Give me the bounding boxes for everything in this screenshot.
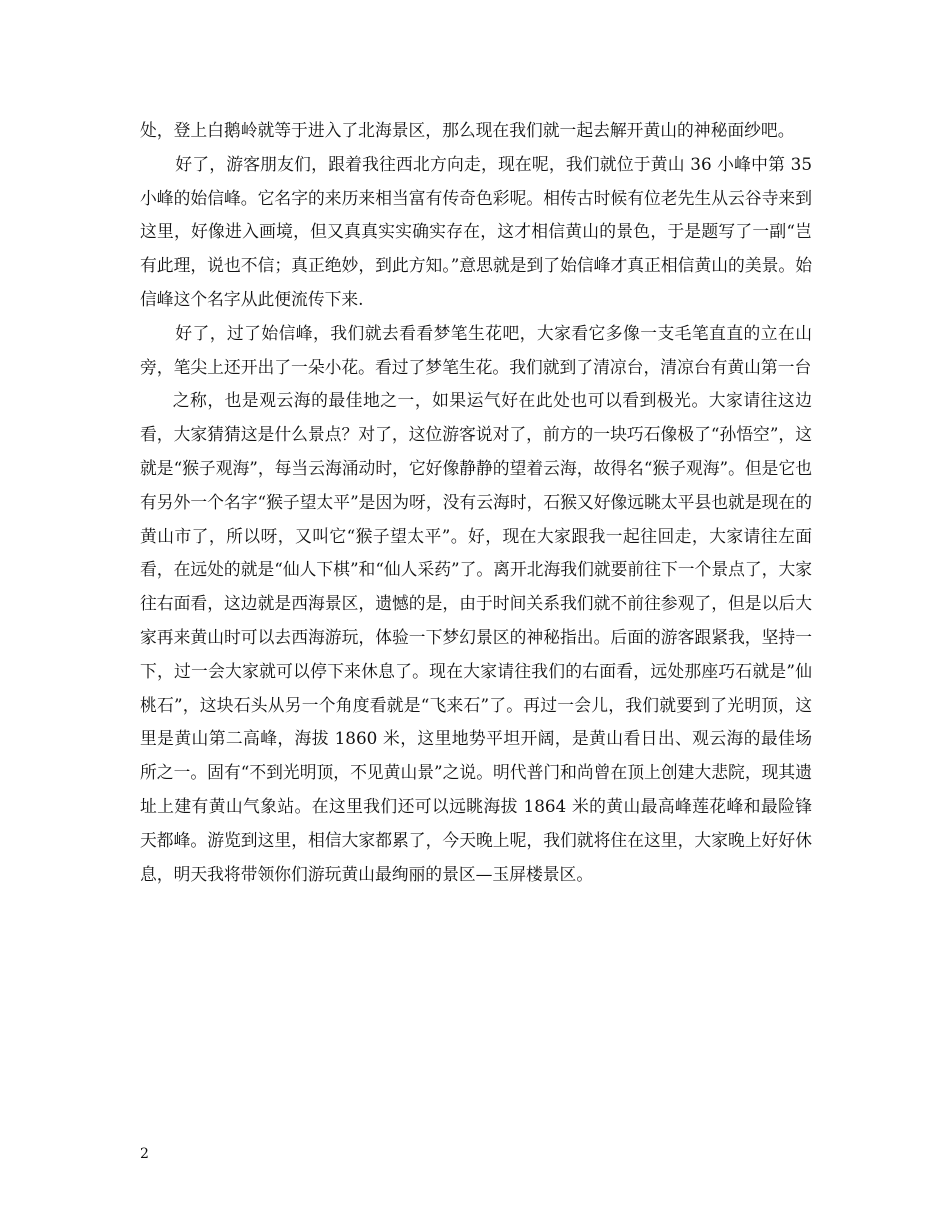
paragraph-guangming-summit: 之称，也是观云海的最佳地之一，如果运气好在此处也可以看到极光。大家请往这边看，大家猜猜这是什么景点？对了，这位游客说对了，前方的一块巧石像极了“孙悟空”，这就是“猴子观海”，每当云海涌动时，它好像静静的望着云海，故得名“猴子观海”。但是它也有另外一个名字“猴子望太平”是因为呀，没有云海时，石猴又好像远眺太平县也就是现在的黄山市了，所以呀，又叫它“猴子望太平”。好，现在大家跟我一起往回走，大家请往左面看，在远处的就是“仙人下棋”和“仙人采药”了。离开北海我们就要前往下一个景点了，大家往右面看，这边就是西海景区，遗憾的是，由于时间关系我们就不前往参观了，但是以后大家再来黄山时可以去西海游玩，体验一下梦幻景区的神秘指出。后面的游客跟紧我，坚持一下，过一会大家就可以停下来休息了。现在大家请往我们的右面看，远处那座巧石就是”仙桃石”，这块石头从另一个角度看就是“飞来石”了。再过一会儿，我们就要到了光明顶，这里是黄山第二高峰，海拔 1860 米，这里地势平坦开阔，是黄山看日出、观云海的最佳场所之一。固有“不到光明顶，不见黄山景”之说。明代普门和尚曾在顶上创建大悲院，现其遗址上建有黄山气象站。在这里我们还可以远眺海拔 1864 米的黄山最高峰莲花峰和最险锋天都峰。游览到这里，相信大家都累了，今天晚上呢，我们就将住在这里，大家晚上好好休息，明天我将带领你们游玩黄山最绚丽的景区—玉屏楼景区。 bbox=[140, 390, 813, 884]
paragraph-baie-ridge: 处，登上白鹅岭就等于进入了北海景区，那么现在我们就一起去解开黄山的神秘面纱吧。 bbox=[140, 120, 795, 140]
document-body bbox=[140, 114, 812, 891]
paragraph-mengbi-shenghua: 好了，过了始信峰，我们就去看看梦笔生花吧，大家看它多像一支毛笔直直的立在山旁，笔尖上还开出了一朵小花。看过了梦笔生花。我们就到了清凉台，清凉台有黄山第一台 bbox=[140, 322, 812, 377]
paragraph-shixin-peak: 好了，游客朋友们，跟着我往西北方向走，现在呢，我们就位于黄山 36 小峰中第 35 小峰的始信峰。它名字的来历来相当富有传奇色彩呢。相传古时候有位老先生从云谷寺来到这里，好像进入画境，但又真真实实确实存在，这才相信黄山的景色，于是题写了一副“岂有此理，说也不信；真正绝妙，到此方知。”意思就是到了始信峰才真正相信黄山的美景。始信峰这个名字从此便流传下来. bbox=[140, 153, 812, 309]
page-number: 2 bbox=[140, 1146, 149, 1162]
